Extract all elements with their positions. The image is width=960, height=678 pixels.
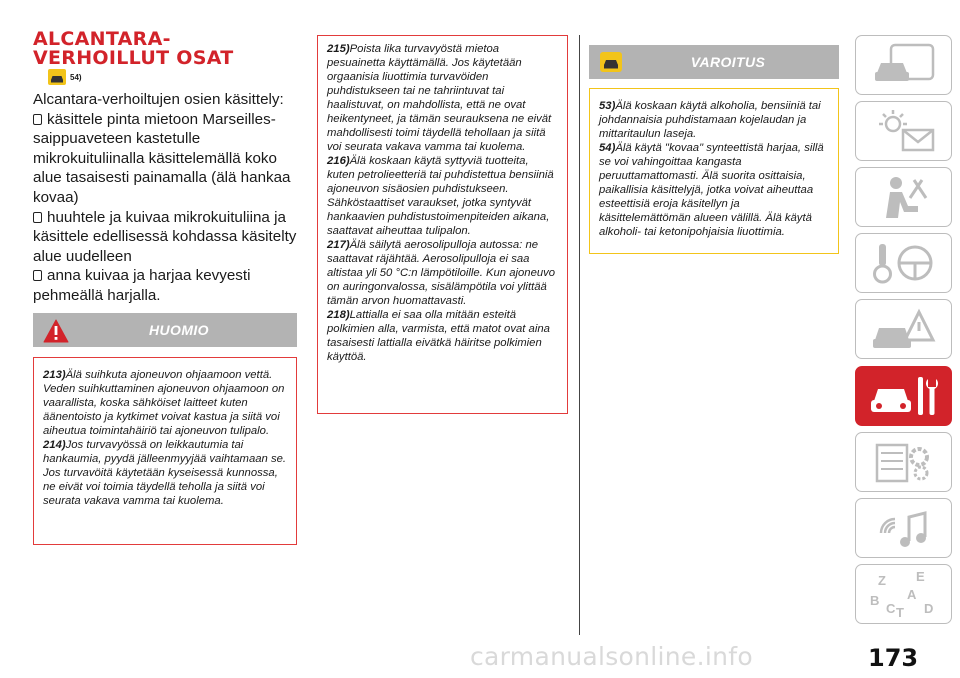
car-dashboard-icon	[869, 43, 939, 87]
section-body	[33, 90, 301, 306]
page-number: 173	[868, 644, 919, 672]
tab-specifications[interactable]	[855, 432, 952, 492]
note-item: 54)Älä käytä "kovaa" synteettistä harjaa, sillä se voi vahingoittaa kangasta peruuttamattomasti. Älä suorita osittaisia, paikallisia käsittelyjä, jotka voivat aiheuttaa esteettisiä eroja käsitellyn ja käsittelemättömän alueen välillä. Älä käytä alkoholi- tai ketonipohjaisia liuottimia.	[599, 142, 824, 238]
intro-text: Alcantara-verhoiltujen osien käsittely:	[33, 91, 284, 108]
tab-lights[interactable]	[855, 101, 952, 161]
warning-reference	[47, 68, 82, 86]
note-item: 216)Älä koskaan käytä syttyviä tuotteita, kuten petrolieetteriä tai puhdistettua bensiiniä ajoneuvon sisäosien puhdistukseen. Sähköstaattiset varaukset, jotka syntyvät hankaavien puhdistustoimenpiteiden aikana, saattavat aiheuttaa tulipalon.	[327, 155, 554, 237]
car-maintenance-icon	[866, 373, 942, 419]
note-item: 215)Poista lika turvavyöstä mietoa pesuainetta käyttämällä. Jos käytetään orgaanisia liuottimia turvavöiden puhdistukseen tai ne tahriintuvat tai haalistuvat, on mahdollista, että ne ovat heikentyneet, ja tämän seurauksena ne eivät mahdollisesti toimi täydellä tehollaan ja siitä voi seurata vakava vamma tai kuolema.	[327, 43, 552, 153]
column-divider	[579, 35, 580, 635]
index-letter: E	[915, 569, 925, 584]
multimedia-icon	[869, 505, 939, 551]
huomio-box	[33, 357, 297, 545]
step-item: anna kuivaa ja harjaa kevyesti pehmeällä harjalla.	[33, 267, 251, 304]
warning-car-icon	[47, 68, 67, 86]
note-item: 217)Älä säilytä aerosolipulloja autossa: ne saattavat räjähtää. Aerosolipulloja ei saa altistaa yli 50 °C:n lämpötiloille. Kun ajoneuvo on auringonvalossa, sisälämpötila voi ylittää tämän arvon huomattavasti.	[327, 239, 556, 307]
watermark: carmanualsonline.info	[470, 642, 753, 671]
tab-maintenance[interactable]	[855, 366, 952, 426]
warning-car-icon	[599, 51, 623, 73]
varoitus-header	[589, 45, 839, 79]
tab-safety[interactable]	[855, 167, 952, 227]
index-letter: C	[885, 601, 895, 616]
tab-multimedia[interactable]	[855, 498, 952, 558]
index-letters-icon	[864, 567, 944, 621]
note-item: 214)Jos turvavyössä on leikkautumia tai hankaumia, pyydä jälleenmyyjää vaihtamaan se. Jos turvavöitä käytetään kyseisessä kunnossa, ne eivät voi toimia täydellä teholla ja siitä voi seurata vakava vamma tai kuolema.	[43, 439, 287, 507]
varoitus-box	[589, 88, 839, 254]
index-letter: A	[906, 587, 916, 602]
huomio-label: HUOMIO	[149, 322, 209, 338]
note-item: 53)Älä koskaan käytä alkoholia, bensiiniä tai johdannaisia puhdistamaan kojelaudan ja mittaritaulun laseja.	[599, 100, 821, 140]
step-item: käsittele pinta mietoon Marseilles-saippuaveteen kastetulle mikrokuituliinalla käsittelemällä koko alue tasaisesti painamalla (älä hankaa kovaa)	[33, 110, 291, 206]
lights-mail-icon	[869, 108, 939, 154]
tab-emergency[interactable]	[855, 299, 952, 359]
breakdown-icon	[869, 306, 939, 352]
section-title: ALCANTARA-VERHOILLUT OSAT	[33, 28, 234, 69]
index-letter: Z	[877, 573, 886, 588]
specifications-gears-icon	[869, 439, 939, 485]
checkbox-icon	[33, 270, 42, 281]
huomio-continued-box	[317, 35, 568, 414]
note-item: 218)Lattialla ei saa olla mitään esteitä polkimien alla, varmista, että matot ovat aina tasaisesti lattialla eivätkä häiritse polkimien käyttöä.	[327, 309, 550, 363]
varoitus-label: VAROITUS	[690, 54, 766, 70]
step-item: huuhtele ja kuivaa mikrokuituliina ja käsittele edellisessä kohdassa käsitelty alue uudelleen	[33, 208, 297, 265]
note-item: 213)Älä suihkuta ajoneuvon ohjaamoon vettä. Veden suihkuttaminen ajoneuvon ohjaamoon on vaarallista, koska sähköiset laitteet kuten äänentoisto ja kytkimet voivat kastua ja siitä voi aiheutua toimintahäiriö tai ajoneuvon tulipalo.	[43, 369, 285, 437]
index-letter: T	[895, 605, 904, 620]
checkbox-icon	[33, 114, 42, 125]
airbag-passenger-icon	[874, 174, 934, 220]
tab-index[interactable]	[855, 564, 952, 624]
huomio-header	[33, 313, 297, 347]
warning-ref-number: 54)	[70, 73, 82, 82]
danger-triangle-icon	[43, 319, 69, 343]
index-letter: B	[869, 593, 879, 608]
index-letter: D	[923, 601, 933, 616]
checkbox-icon	[33, 212, 42, 223]
tab-starting[interactable]	[855, 233, 952, 293]
tab-dashboard[interactable]	[855, 35, 952, 95]
key-steering-wheel-icon	[869, 240, 939, 286]
